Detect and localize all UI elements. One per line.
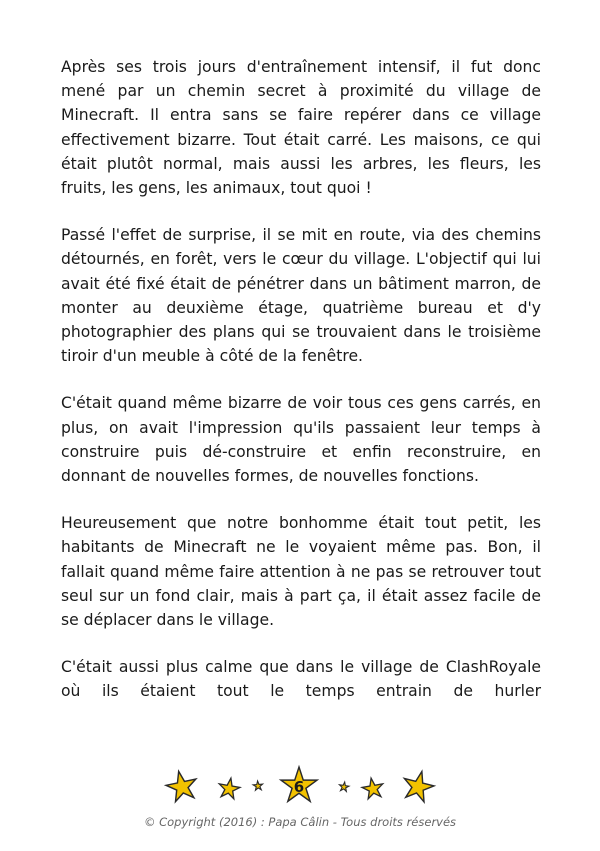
star-icon (361, 776, 385, 799)
star-row (0, 762, 600, 812)
page-number-star (281, 767, 317, 801)
page-number: 6 (293, 778, 305, 796)
paragraph-2: Passé l'effet de surprise, il se mit en route, via des chemins détournés, en forêt, vers le cœur du village. L'objectif qui lui avait été fixé était de pénétrer dans un bâtiment marron, de monter au deuxième étage, quatrième bureau et d'y photographier des plans qui se trouvaient dans le troisième tiroir d'un meuble à côté de la fenêtre. (61, 226, 541, 366)
star-icon (164, 768, 200, 803)
copyright-notice: © Copyright (2016) : Papa Câlin - Tous droits réservés (143, 815, 457, 829)
star-icon (217, 776, 241, 799)
paragraph-5: C'était aussi plus calme que dans le village de ClashRoyale où ils étaient tout le temps entrain de hurler (61, 658, 541, 701)
paragraph-4: Heureusement que notre bonhomme était tout petit, les habitants de Minecraft ne le voyaient même pas. Bon, il fallait quand même faire attention à ne pas se retrouver tout seul sur un fond clair, mais à part ça, il était assez facile de se déplacer dans le village. (61, 514, 541, 630)
star-icon (400, 768, 437, 803)
star-icon (253, 781, 263, 791)
page-body (61, 55, 541, 727)
paragraph-1: Après ses trois jours d'entraînement intensif, il fut donc mené par un chemin secret à proximité du village de Minecraft. Il entra sans se faire repérer dans ce village effectivement bizarre. Tout était carré. Les maisons, ce qui était plutôt normal, mais aussi les arbres, les fleurs, les fruits, les gens, les animaux, tout quoi ! (61, 58, 541, 198)
footer-star-decoration (0, 762, 600, 812)
star-icon (339, 781, 350, 791)
paragraph-3: C'était quand même bizarre de voir tous ces gens carrés, en plus, on avait l'impression qu'ils passaient leur temps à construire puis dé-construire et enfin reconstruire, en donnant de nouvelles formes, de nouvelles fonctions. (61, 394, 541, 486)
